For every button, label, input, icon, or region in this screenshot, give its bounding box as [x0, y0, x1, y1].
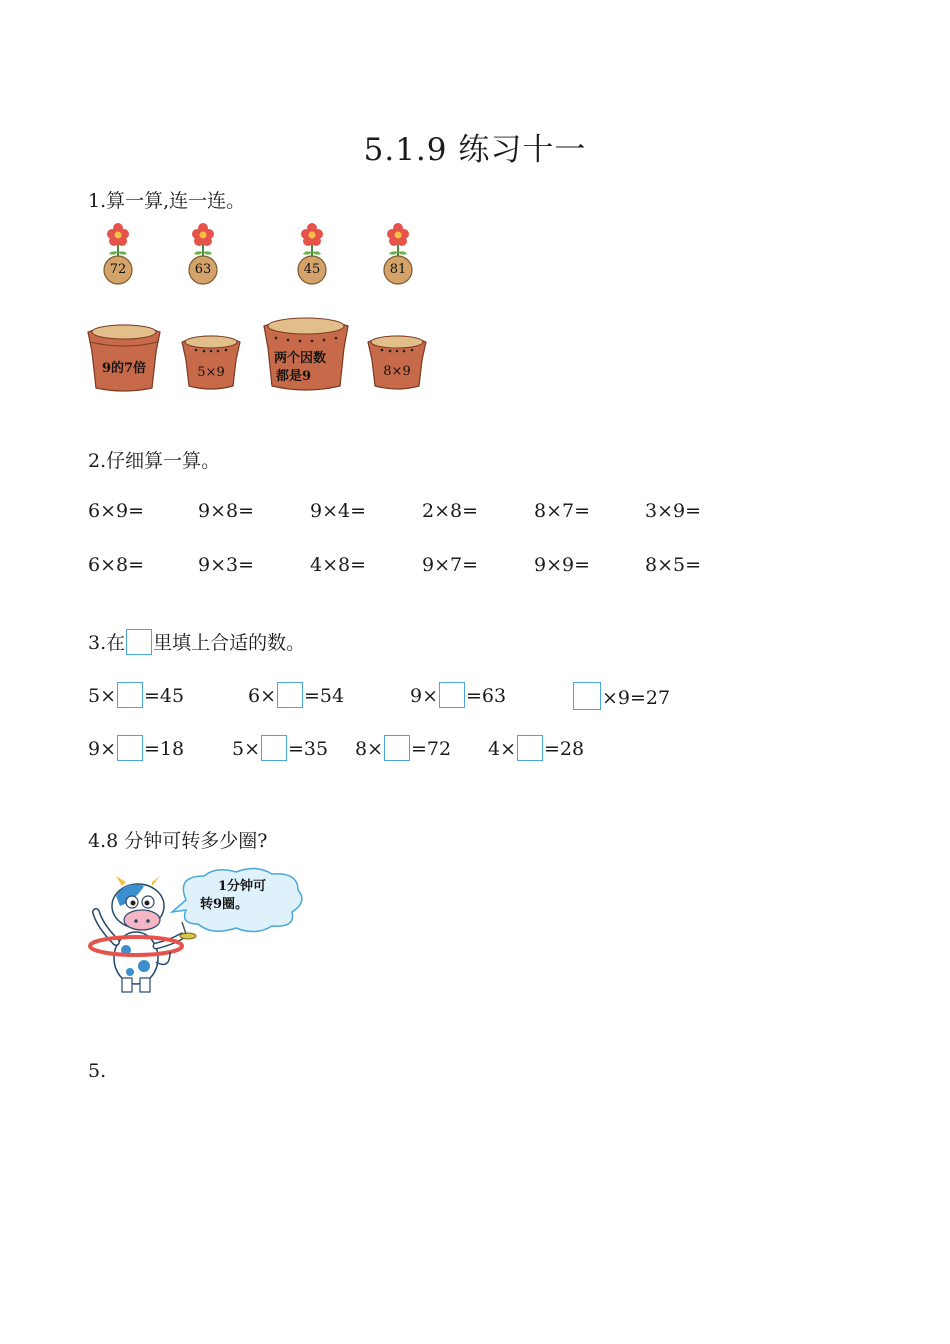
flower-number: 63: [194, 262, 212, 277]
blank-input[interactable]: [517, 735, 543, 761]
pot-label: 9的7倍: [101, 361, 147, 376]
fill-item-pre: 8×: [355, 738, 384, 760]
fill-item: [355, 735, 451, 761]
question-4-label: 4.8 分钟可转多少圈?: [88, 830, 268, 852]
fill-item-pre: 5×: [88, 685, 117, 707]
flower-pot-icon: [86, 320, 162, 392]
calc-item: 9×3=: [198, 554, 255, 576]
fill-item-post: =63: [466, 685, 507, 707]
pot-label-line1: 两个因数: [274, 351, 327, 366]
speech-bubble-line1: 1分钟可: [218, 879, 267, 894]
calc-item: 6×9=: [88, 500, 145, 522]
calc-item: 6×8=: [88, 554, 145, 576]
pot-8x9[interactable]: [366, 332, 428, 390]
fill-item-post: =72: [411, 738, 452, 760]
pot-both-factors-9[interactable]: [262, 314, 350, 392]
fill-item-post: =54: [304, 685, 345, 707]
calc-item: 9×4=: [310, 500, 367, 522]
flower-icon: [292, 222, 332, 292]
flower-card-45[interactable]: [292, 222, 332, 292]
calc-item: 2×8=: [422, 500, 479, 522]
blank-input[interactable]: [117, 682, 143, 708]
flower-number: 72: [109, 262, 127, 277]
blank-input[interactable]: [384, 735, 410, 761]
fill-item-post: =28: [544, 738, 585, 760]
pot-label-line2: 都是9: [276, 369, 312, 384]
flower-icon: [378, 222, 418, 292]
calc-item: 4×8=: [310, 554, 367, 576]
calc-item: 8×7=: [534, 500, 591, 522]
speech-bubble-line2: 转9圈。: [200, 897, 249, 912]
fill-item: [410, 682, 506, 708]
calc-item: 9×9=: [534, 554, 591, 576]
fill-item: [248, 682, 344, 708]
flower-icon: [98, 222, 138, 292]
flower-card-72[interactable]: [98, 222, 138, 292]
calc-item: 3×9=: [645, 500, 702, 522]
fill-item: [572, 682, 670, 710]
blank-input[interactable]: [261, 735, 287, 761]
blank-input[interactable]: [277, 682, 303, 708]
flower-pot-icon: [180, 332, 242, 390]
fill-item-post: =35: [288, 738, 329, 760]
fill-item: [232, 735, 328, 761]
fill-item-pre: 9×: [410, 685, 439, 707]
flower-number: 45: [303, 262, 321, 277]
question-3-label: [88, 628, 305, 655]
fill-item-post: =18: [144, 738, 185, 760]
fill-item-pre: 6×: [248, 685, 277, 707]
fill-item-post: ×9=27: [602, 687, 671, 709]
pot-5x9[interactable]: [180, 332, 242, 390]
blank-input[interactable]: [573, 682, 601, 710]
fill-item-pre: 4×: [488, 738, 517, 760]
question-2-label: 2.仔细算一算。: [88, 450, 221, 472]
blank-input[interactable]: [439, 682, 465, 708]
flower-card-81[interactable]: [378, 222, 418, 292]
pot-9-times-7[interactable]: [86, 320, 162, 392]
calc-item: 9×8=: [198, 500, 255, 522]
question-3-label-post: 里填上合适的数。: [153, 632, 306, 654]
pot-label: 5×9: [197, 365, 225, 380]
question-3-label-pre: 3.在: [88, 632, 126, 654]
blank-box-sample: [126, 629, 152, 655]
fill-item: [88, 735, 184, 761]
flower-icon: [183, 222, 223, 292]
fill-item-pre: 5×: [232, 738, 261, 760]
blank-input[interactable]: [117, 735, 143, 761]
fill-item-post: =45: [144, 685, 185, 707]
calc-item: 9×7=: [422, 554, 479, 576]
flower-pot-icon: [366, 332, 428, 390]
flower-number: 81: [389, 262, 407, 277]
question-1-label: 1.算一算,连一连。: [88, 190, 246, 212]
pot-label: 8×9: [383, 364, 411, 379]
fill-item-pre: 9×: [88, 738, 117, 760]
page-title: 5.1.9 练习十一: [363, 132, 587, 168]
fill-item: [88, 682, 184, 708]
calc-item: 8×5=: [645, 554, 702, 576]
flower-card-63[interactable]: [183, 222, 223, 292]
question-5-label: 5.: [88, 1060, 107, 1082]
cow-illustration: [86, 866, 308, 994]
fill-item: [488, 735, 584, 761]
